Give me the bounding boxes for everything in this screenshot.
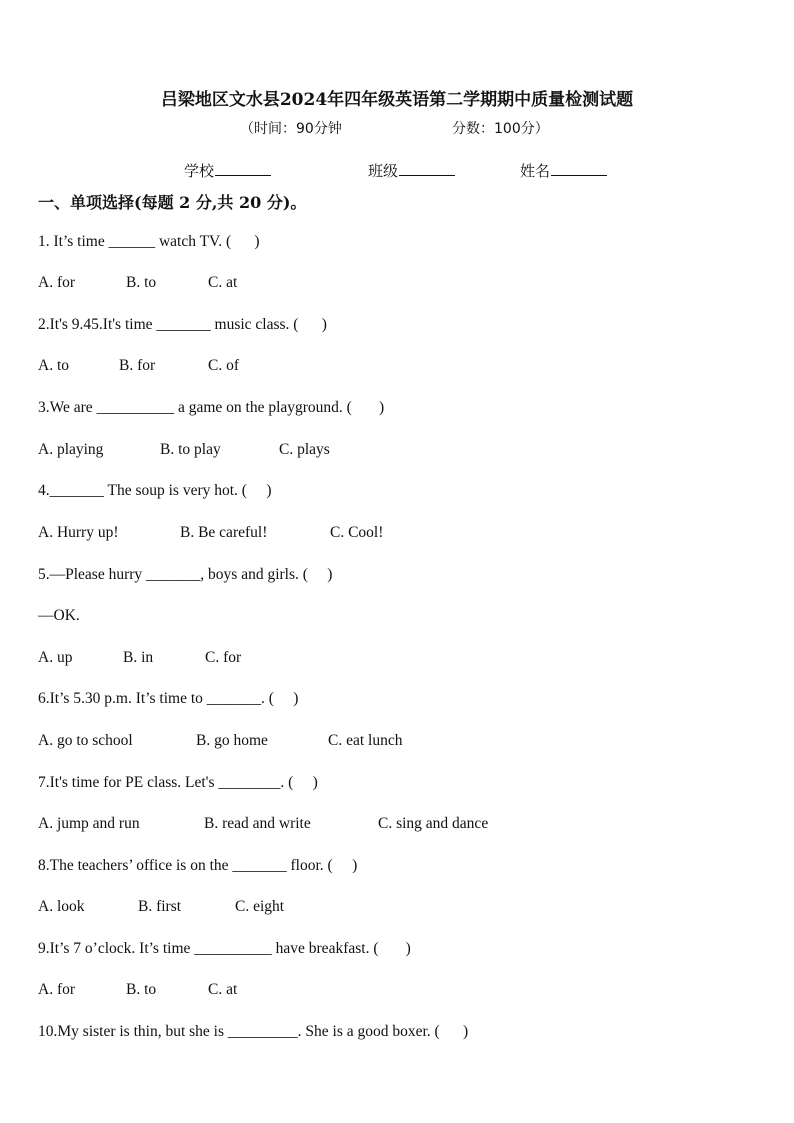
question-7-option-b[interactable]: B. read and write xyxy=(204,815,311,832)
question-2-stem: 2.It's 9.45.It's time _______ music class. ( ) xyxy=(38,316,327,333)
question-2-option-c[interactable]: C. of xyxy=(208,357,239,374)
question-3-stem: 3.We are __________ a game on the playground. ( ) xyxy=(38,399,385,416)
question-5-option-c[interactable]: C. for xyxy=(205,649,242,666)
exam-title: 吕梁地区文水县2024年四年级英语第二学期期中质量检测试题 xyxy=(160,90,634,110)
question-7-option-c[interactable]: C. sing and dance xyxy=(378,815,489,832)
question-6-option-a[interactable]: A. go to school xyxy=(38,732,133,749)
question-9-stem: 9.It’s 7 o’clock. It’s time __________ have breakfast. ( ) xyxy=(38,940,411,957)
name-label: 姓名 xyxy=(520,162,551,180)
exam-time: （时间：90分钟 xyxy=(240,121,342,137)
question-8-option-a[interactable]: A. look xyxy=(38,898,85,915)
question-4-option-b[interactable]: B. Be careful! xyxy=(180,524,268,541)
question-5-stem: 5.—Please hurry _______, boys and girls. ( ) xyxy=(38,566,333,583)
school-field xyxy=(184,160,271,181)
question-4-stem: 4._______ The soup is very hot. ( ) xyxy=(38,482,272,499)
class-label: 班级 xyxy=(368,162,399,180)
question-9-option-a[interactable]: A. for xyxy=(38,981,76,998)
question-6-option-b[interactable]: B. go home xyxy=(196,732,268,749)
school-blank[interactable] xyxy=(215,161,271,176)
school-label: 学校 xyxy=(184,162,215,180)
question-3-option-a[interactable]: A. playing xyxy=(38,441,104,458)
question-10-stem: 10.My sister is thin, but she is _________. She is a good boxer. ( ) xyxy=(38,1023,469,1040)
question-7-stem: 7.It's time for PE class. Let's ________. ( ) xyxy=(38,774,318,791)
question-1-option-a[interactable]: A. for xyxy=(38,274,76,291)
question-4-option-a[interactable]: A. Hurry up! xyxy=(38,524,119,541)
question-2-option-a[interactable]: A. to xyxy=(38,357,69,374)
question-8-option-b[interactable]: B. first xyxy=(138,898,182,915)
question-6-option-c[interactable]: C. eat lunch xyxy=(328,732,403,749)
class-blank[interactable] xyxy=(399,161,455,176)
question-7-option-a[interactable]: A. jump and run xyxy=(38,815,140,832)
class-field xyxy=(368,160,455,181)
question-1-option-b[interactable]: B. to xyxy=(126,274,157,291)
exam-score: 分数：100分） xyxy=(452,121,549,137)
question-5-reply: —OK. xyxy=(38,607,80,624)
question-6-stem: 6.It’s 5.30 p.m. It’s time to _______. ( ) xyxy=(38,690,299,707)
question-3-option-b[interactable]: B. to play xyxy=(160,441,221,458)
question-2-option-b[interactable]: B. for xyxy=(119,357,156,374)
name-field xyxy=(520,160,607,181)
name-blank[interactable] xyxy=(551,161,607,176)
question-3-option-c[interactable]: C. plays xyxy=(279,441,330,458)
question-9-option-c[interactable]: C. at xyxy=(208,981,238,998)
question-9-option-b[interactable]: B. to xyxy=(126,981,157,998)
question-1-option-c[interactable]: C. at xyxy=(208,274,238,291)
question-1-stem: 1. It’s time ______ watch TV. ( ) xyxy=(38,233,260,250)
question-5-option-b[interactable]: B. in xyxy=(123,649,154,666)
section-heading: 一、单项选择(每题 2 分,共 20 分)。 xyxy=(38,193,307,212)
question-8-stem: 8.The teachers’ office is on the _______ floor. ( ) xyxy=(38,857,358,874)
question-5-option-a[interactable]: A. up xyxy=(38,649,73,666)
question-4-option-c[interactable]: C. Cool! xyxy=(330,524,384,541)
question-8-option-c[interactable]: C. eight xyxy=(235,898,285,915)
